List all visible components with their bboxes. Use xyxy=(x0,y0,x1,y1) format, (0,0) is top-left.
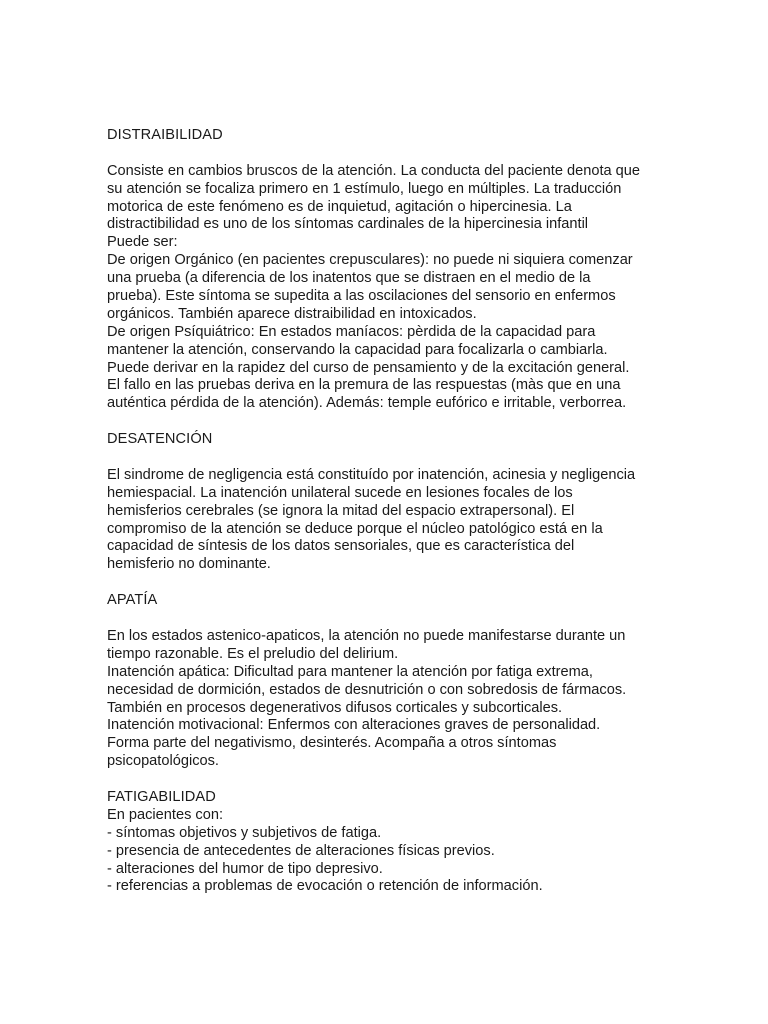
paragraph-line: su atención se focaliza primero en 1 estímulo, luego en múltiples. La traducción xyxy=(107,180,622,197)
paragraph-line: En pacientes con: xyxy=(107,806,224,823)
paragraph-line: prueba). Este síntoma se supedita a las oscilaciones del sensorio en enfermos xyxy=(107,288,616,305)
spacer xyxy=(107,771,667,789)
section-heading-apatia: APATÍA xyxy=(107,592,158,609)
paragraph-line: auténtica pérdida de la atención). Además: temple eufórico e irritable, verborrea. xyxy=(107,395,627,412)
paragraph-line: hemisferio no dominante. xyxy=(107,556,271,573)
paragraph-line: una prueba (a diferencia de los inatentos que se distraen en el medio de la xyxy=(107,270,591,287)
paragraph-line: distractibilidad es uno de los síntomas cardinales de la hipercinesia infantil xyxy=(107,216,589,233)
paragraph-line: psicopatológicos. xyxy=(107,753,219,770)
paragraph-line: tiempo razonable. Es el preludio del delirium. xyxy=(107,645,399,662)
paragraph-line: compromiso de la atención se deduce porque el núcleo patológico está en la xyxy=(107,520,603,537)
paragraph-line: hemisferios cerebrales (se ignora la mitad del espacio extrapersonal). El xyxy=(107,502,575,519)
paragraph-line: Inatención motivacional: Enfermos con alteraciones graves de personalidad. xyxy=(107,717,601,734)
paragraph-line: De origen Orgánico (en pacientes crepusculares): no puede ni siquiera comenzar xyxy=(107,252,633,269)
list-item: - síntomas objetivos y subjetivos de fatiga. xyxy=(107,824,382,841)
paragraph-line: De origen Psíquiátrico: En estados maníacos: pèrdida de la capacidad para xyxy=(107,323,596,340)
paragraph-line: En los estados astenico-apaticos, la atención no puede manifestarse durante un xyxy=(107,627,626,644)
list-item: - referencias a problemas de evocación o retención de información. xyxy=(107,878,543,895)
paragraph-line: hemiespacial. La inatención unilateral sucede en lesiones focales de los xyxy=(107,484,573,501)
paragraph-line: Forma parte del negativismo, desinterés. Acompaña a otros síntomas xyxy=(107,735,557,752)
spacer xyxy=(107,449,667,467)
paragraph-line: necesidad de dormición, estados de desnutrición o con sobredosis de fármacos. xyxy=(107,681,627,698)
paragraph-line: Puede ser: xyxy=(107,234,178,251)
paragraph-line: capacidad de síntesis de los datos sensoriales, que es característica del xyxy=(107,538,575,555)
spacer xyxy=(107,610,667,628)
paragraph-line: Puede derivar en la rapidez del curso de pensamiento y de la excitación general. xyxy=(107,359,630,376)
list-item: - alteraciones del humor de tipo depresivo. xyxy=(107,860,383,877)
spacer xyxy=(107,145,667,163)
paragraph-line: orgánicos. También aparece distraibilidad en intoxicados. xyxy=(107,305,477,322)
paragraph-line: El sindrome de negligencia está constituído por inatención, acinesia y negligencia xyxy=(107,466,636,483)
paragraph-line: También en procesos degenerativos difusos corticales y subcorticales. xyxy=(107,699,563,716)
spacer xyxy=(107,413,667,431)
paragraph-line: Consiste en cambios bruscos de la atención. La conducta del paciente denota que xyxy=(107,162,641,179)
list-item: - presencia de antecedentes de alteraciones físicas previos. xyxy=(107,842,495,859)
spacer xyxy=(107,574,667,592)
document-body xyxy=(107,127,667,896)
section-heading-fatigabilidad: FATIGABILIDAD xyxy=(107,788,216,805)
paragraph-line: Inatención apática: Dificultad para mantener la atención por fatiga extrema, xyxy=(107,663,593,680)
section-heading-distraibilidad: DISTRAIBILIDAD xyxy=(107,127,223,143)
section-heading-desatencion: DESATENCIÓN xyxy=(107,431,213,448)
paragraph-line: mantener la atención, conservando la capacidad para focalizarla o cambiarla. xyxy=(107,341,608,358)
paragraph-line: motorica de este fenómeno es de inquietud, agitación o hipercinesia. La xyxy=(107,198,572,215)
paragraph-line: El fallo en las pruebas deriva en la premura de las respuestas (màs que en una xyxy=(107,377,621,394)
